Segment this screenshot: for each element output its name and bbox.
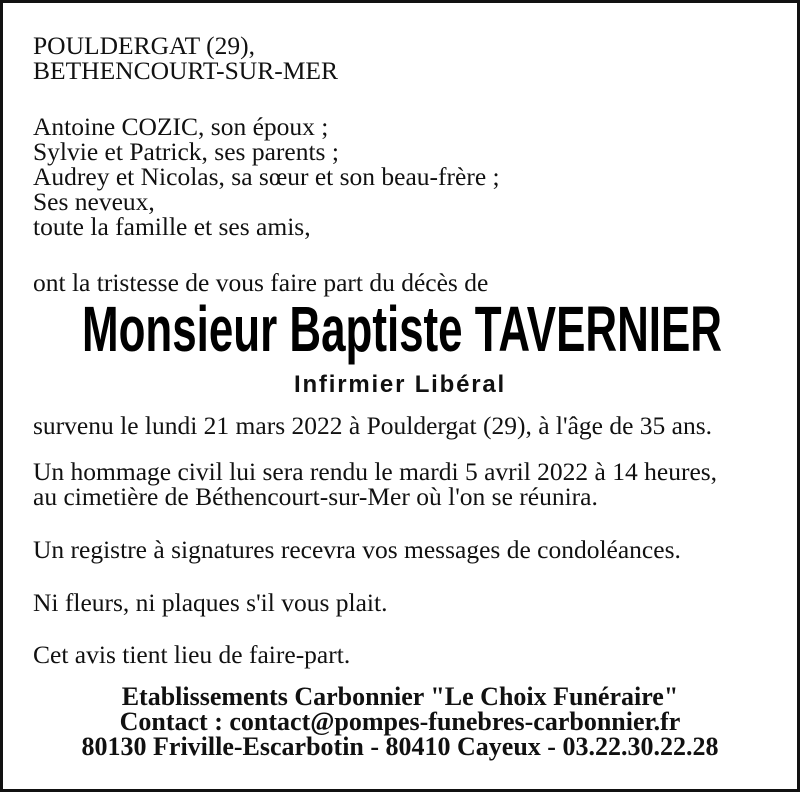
flowers-text: Ni fleurs, ni plaques s'il vous plait. bbox=[33, 588, 388, 617]
funeral-home-address: 80130 Friville-Escarbotin - 80410 Cayeux - 03.22.30.22.28 bbox=[81, 732, 719, 761]
funeral-home-footer bbox=[3, 684, 797, 759]
ceremony-block bbox=[33, 459, 717, 509]
registry-text: Un registre à signatures recevra vos messages de condoléances. bbox=[33, 535, 681, 564]
death-details: survenu le lundi 21 mars 2022 à Pouldergat (29), à l'âge de 35 ans. bbox=[33, 411, 713, 440]
announcement-text: ont la tristesse de vous faire part du décès de bbox=[33, 268, 489, 297]
ceremony-line: Un hommage civil lui sera rendu le mardi 5 avril 2022 à 14 heures, bbox=[33, 457, 718, 486]
ceremony-line: au cimetière de Béthencourt-sur-Mer où l'on se réunira. bbox=[33, 482, 598, 511]
family-member: Antoine COZIC, son époux ; bbox=[33, 112, 329, 141]
deceased-name: Monsieur Baptiste TAVERNIER bbox=[82, 293, 722, 365]
deceased-name-heading bbox=[3, 290, 797, 370]
funeral-home-contact: Contact : contact@pompes-funebres-carbonnier.fr bbox=[119, 707, 681, 736]
location-block bbox=[33, 33, 338, 83]
deceased-profession: Infirmier Libéral bbox=[294, 371, 506, 398]
funeral-home-name: Etablissements Carbonnier "Le Choix Funéraire" bbox=[121, 682, 679, 711]
family-member: Audrey et Nicolas, sa sœur et son beau-frère ; bbox=[33, 162, 500, 191]
family-member: Sylvie et Patrick, ses parents ; bbox=[33, 137, 339, 166]
location-line-1: POULDERGAT (29), bbox=[33, 31, 255, 60]
family-member: Ses neveux, bbox=[33, 187, 155, 216]
notice-text: Cet avis tient lieu de faire-part. bbox=[33, 640, 351, 669]
family-list bbox=[33, 114, 500, 239]
family-member: toute la famille et ses amis, bbox=[33, 212, 311, 241]
location-line-2: BETHENCOURT-SUR-MER bbox=[33, 56, 338, 85]
